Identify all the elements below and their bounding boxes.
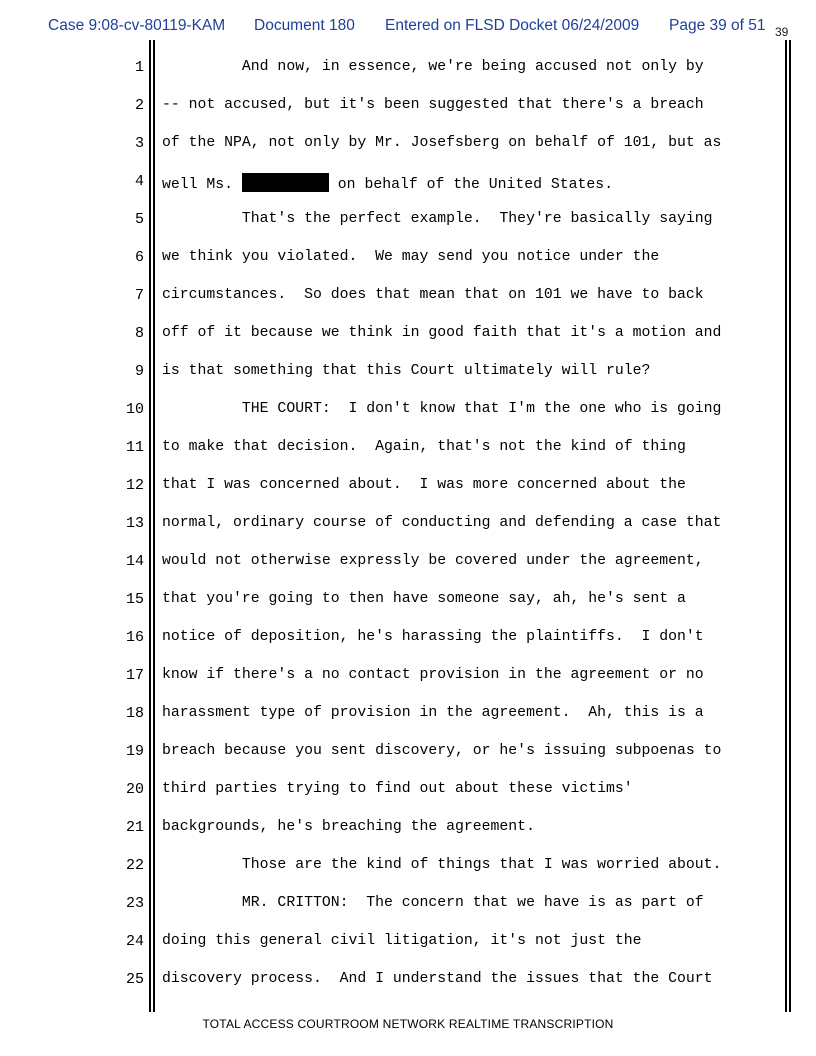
line-text: circumstances. So does that mean that on 101 we have to back xyxy=(162,287,704,303)
line-number: 10 xyxy=(125,401,144,418)
transcript-line xyxy=(0,50,816,88)
transcript-line xyxy=(0,506,816,544)
line-text: that you're going to then have someone say, ah, he's sent a xyxy=(162,591,686,607)
page-number: 39 xyxy=(775,25,789,39)
line-number: 24 xyxy=(125,933,144,950)
line-number: 20 xyxy=(125,781,144,798)
line-number: 8 xyxy=(134,325,144,342)
line-text: backgrounds, he's breaching the agreement. xyxy=(162,819,535,835)
transcript-line xyxy=(0,772,816,810)
transcript-line xyxy=(0,924,816,962)
document-number: Document 180 xyxy=(254,17,355,34)
page-of-total: Page 39 of 51 xyxy=(669,17,766,34)
transcript-line xyxy=(0,810,816,848)
line-number: 22 xyxy=(125,857,144,874)
line-text: Those are the kind of things that I was worried about. xyxy=(162,857,722,873)
transcription-footer: TOTAL ACCESS COURTROOM NETWORK REALTIME TRANSCRIPTION xyxy=(202,1017,614,1031)
transcript-line xyxy=(0,392,816,430)
redaction-block xyxy=(242,173,329,192)
line-text: That's the perfect example. They're basically saying xyxy=(162,211,713,227)
docket-entry-date: Entered on FLSD Docket 06/24/2009 xyxy=(385,17,640,34)
transcript-line xyxy=(0,962,816,1000)
transcript-line xyxy=(0,658,816,696)
line-text: is that something that this Court ultimately will rule? xyxy=(162,363,651,379)
line-number: 1 xyxy=(134,59,144,76)
transcript-line xyxy=(0,278,816,316)
line-number: 3 xyxy=(134,135,144,152)
line-number: 9 xyxy=(134,363,144,380)
transcript-line xyxy=(0,848,816,886)
line-text: would not otherwise expressly be covered under the agreement, xyxy=(162,553,704,569)
transcript-line xyxy=(0,886,816,924)
line-number: 11 xyxy=(125,439,144,456)
line-number: 7 xyxy=(134,287,144,304)
line-number: 21 xyxy=(125,819,144,836)
line-text: discovery process. And I understand the issues that the Court xyxy=(162,971,713,987)
case-number: Case 9:08-cv-80119-KAM xyxy=(48,17,226,34)
transcript-line xyxy=(0,316,816,354)
transcript-line xyxy=(0,734,816,772)
line-number: 2 xyxy=(134,97,144,114)
line-text: breach because you sent discovery, or he's issuing subpoenas to xyxy=(162,743,722,759)
transcript-line xyxy=(0,696,816,734)
line-text: know if there's a no contact provision in the agreement or no xyxy=(162,667,704,683)
line-text: -- not accused, but it's been suggested that there's a breach xyxy=(162,97,704,113)
line-number: 15 xyxy=(125,591,144,608)
line-text: doing this general civil litigation, it's not just the xyxy=(162,933,642,949)
transcript-line xyxy=(0,430,816,468)
line-number: 16 xyxy=(125,629,144,646)
line-text: MR. CRITTON: The concern that we have is as part of xyxy=(162,895,704,911)
transcript-line xyxy=(0,126,816,164)
line-number: 5 xyxy=(134,211,144,228)
line-number: 19 xyxy=(125,743,144,760)
line-text: third parties trying to find out about these victims' xyxy=(162,781,633,797)
line-text: notice of deposition, he's harassing the plaintiffs. I don't xyxy=(162,629,704,645)
line-text: of the NPA, not only by Mr. Josefsberg on behalf of 101, but as xyxy=(162,135,722,151)
line-number: 18 xyxy=(125,705,144,722)
line-number: 13 xyxy=(125,515,144,532)
line-text: THE COURT: I don't know that I'm the one who is going xyxy=(162,401,722,417)
line-text-after-redaction: on behalf of the United States. xyxy=(328,177,614,193)
line-text: harassment type of provision in the agreement. Ah, this is a xyxy=(162,705,704,721)
line-text: to make that decision. Again, that's not the kind of thing xyxy=(162,439,686,455)
transcript-line xyxy=(0,354,816,392)
line-text: we think you violated. We may send you notice under the xyxy=(162,249,660,265)
line-number: 17 xyxy=(125,667,144,684)
line-text: And now, in essence, we're being accused not only by xyxy=(162,59,704,75)
line-number: 23 xyxy=(125,895,144,912)
transcript-line xyxy=(0,88,816,126)
line-text: normal, ordinary course of conducting and defending a case that xyxy=(162,515,722,531)
line-number: 12 xyxy=(125,477,144,494)
line-number: 25 xyxy=(125,971,144,988)
line-number: 6 xyxy=(134,249,144,266)
line-text: off of it because we think in good faith that it's a motion and xyxy=(162,325,722,341)
line-text-before-redaction: well Ms. xyxy=(162,177,242,193)
line-number: 14 xyxy=(125,553,144,570)
transcript-line xyxy=(0,240,816,278)
transcript-line xyxy=(0,544,816,582)
transcript-line xyxy=(0,202,816,240)
line-number: 4 xyxy=(134,173,144,190)
transcript-line xyxy=(0,620,816,658)
transcript-line xyxy=(0,164,816,202)
transcript-line xyxy=(0,582,816,620)
docket-header xyxy=(48,17,808,41)
line-text xyxy=(162,173,613,193)
line-text: that I was concerned about. I was more concerned about the xyxy=(162,477,686,493)
transcript-line xyxy=(0,468,816,506)
